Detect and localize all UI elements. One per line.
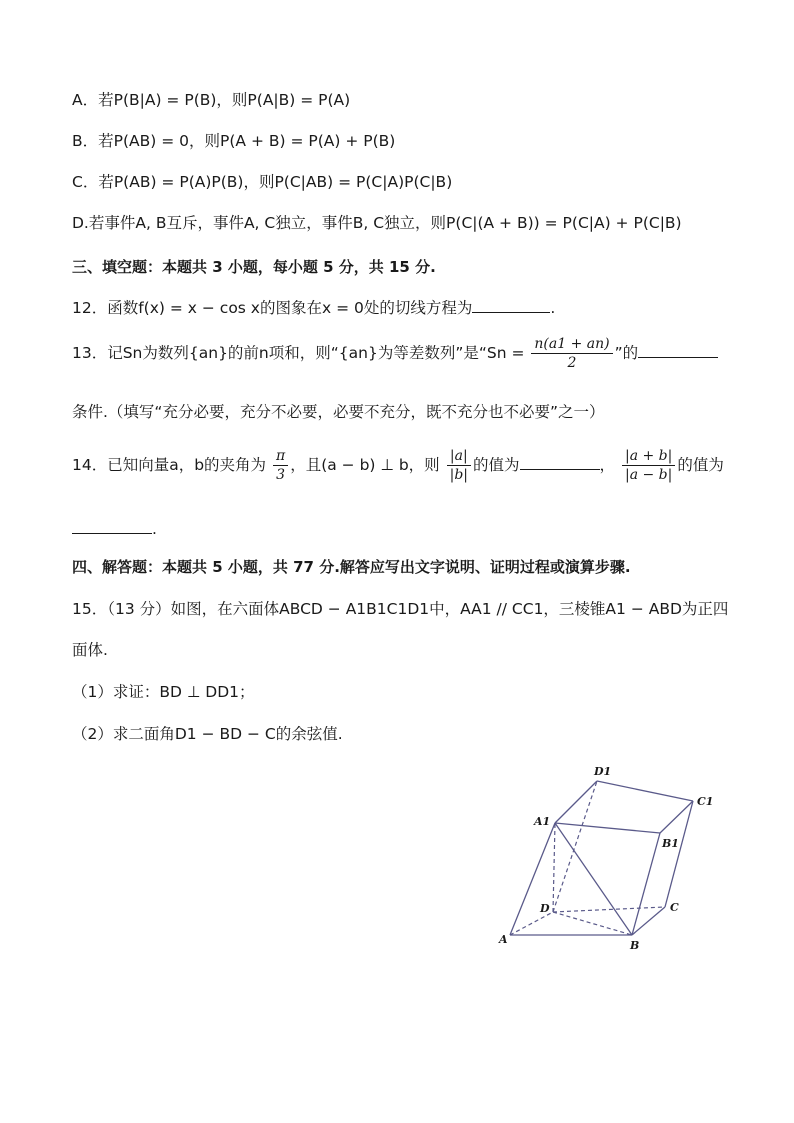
label-a1: A1 bbox=[534, 815, 551, 828]
fraction-numerator: π bbox=[273, 448, 288, 466]
question-12-end: . bbox=[550, 299, 556, 317]
question-12 bbox=[72, 296, 555, 318]
label-a: A bbox=[499, 933, 508, 946]
question-13-tail: ”的 bbox=[614, 344, 639, 362]
question-14-line-2 bbox=[72, 520, 157, 538]
question-14-end: . bbox=[152, 520, 157, 538]
question-14-ask-1: 的值为 bbox=[473, 456, 520, 474]
question-14-text: 14．已知向量a，b的夹角为 bbox=[72, 456, 267, 474]
option-a: A．若P(B|A) = P(B)，则P(A|B) = P(A) bbox=[72, 91, 351, 109]
question-15-part-2: （2）求二面角D1 − BD − C的余弦值. bbox=[72, 725, 343, 743]
fraction-numerator: |a| bbox=[447, 448, 471, 466]
edge-d1c1 bbox=[597, 781, 693, 801]
question-13-line-2: 条件.（填写“充分必要，充分不必要，必要不充分，既不充分也不必要”之一） bbox=[72, 403, 605, 421]
question-15-part-1: （1）求证：BD ⊥ DD1； bbox=[72, 683, 255, 701]
edge-ad-hidden bbox=[510, 912, 553, 935]
answer-blank bbox=[72, 533, 152, 534]
label-d1: D1 bbox=[594, 765, 612, 778]
question-15: 15．（13 分）如图，在六面体ABCD − A1B1C1D1中，AA1 // CC1，三棱锥A1 − ABD为正四 bbox=[72, 600, 729, 618]
edge-b1c1 bbox=[660, 801, 693, 833]
question-14-condition: ，且(a − b) ⊥ b，则 bbox=[290, 456, 440, 474]
edge-cc1 bbox=[665, 801, 693, 907]
fraction-numerator: |a + b| bbox=[622, 448, 675, 466]
edge-dc-hidden bbox=[553, 907, 665, 912]
label-c1: C1 bbox=[697, 795, 714, 808]
question-13-text: 13．记Sn为数列{an}的前n项和，则“{an}为等差数列”是“Sn = bbox=[72, 344, 525, 362]
question-13 bbox=[72, 336, 718, 371]
ratio-fraction-2 bbox=[622, 448, 675, 483]
edge-aa1 bbox=[510, 823, 555, 935]
edge-a1b bbox=[555, 823, 632, 935]
edge-bb1 bbox=[632, 833, 660, 935]
hexahedron-figure bbox=[490, 755, 740, 955]
answer-blank bbox=[520, 469, 600, 470]
section-4-heading: 四、解答题：本题共 5 小题，共 77 分.解答应写出文字说明、证明过程或演算步骤. bbox=[72, 558, 631, 576]
answer-blank bbox=[472, 312, 550, 313]
option-b: B．若P(AB) = 0，则P(A + B) = P(A) + P(B) bbox=[72, 132, 396, 150]
ratio-fraction-1 bbox=[447, 448, 471, 483]
label-c: C bbox=[670, 901, 679, 914]
option-d: D.若事件A, B互斥，事件A, C独立，事件B, C独立，则P(C|(A + B)) = P(C|A) + P(C|B) bbox=[72, 214, 682, 232]
answer-blank bbox=[638, 357, 718, 358]
question-15-line-2: 面体. bbox=[72, 641, 108, 659]
fraction-denominator: |a − b| bbox=[624, 467, 673, 483]
separator: ， bbox=[599, 456, 616, 474]
fraction-denominator: 3 bbox=[276, 467, 286, 483]
edge-bc bbox=[632, 907, 665, 935]
hidden-edges bbox=[510, 781, 665, 935]
figure-edges bbox=[510, 781, 693, 935]
question-14 bbox=[72, 448, 724, 483]
edge-dd1-hidden bbox=[553, 781, 597, 912]
label-d: D bbox=[540, 902, 550, 915]
label-b1: B1 bbox=[662, 837, 679, 850]
question-12-text: 12．函数f(x) = x − cos x的图象在x = 0处的切线方程为 bbox=[72, 299, 473, 317]
edge-db-hidden bbox=[553, 912, 632, 935]
sn-formula-fraction bbox=[531, 336, 612, 371]
fraction-numerator: n(a1 + an) bbox=[531, 336, 612, 354]
option-c: C．若P(AB) = P(A)P(B)，则P(C|AB) = P(C|A)P(C|B) bbox=[72, 173, 453, 191]
fraction-denominator: 2 bbox=[567, 355, 577, 371]
question-14-ask-2: 的值为 bbox=[677, 456, 724, 474]
edge-a1b1 bbox=[555, 823, 660, 833]
angle-fraction bbox=[273, 448, 288, 483]
fraction-denominator: |b| bbox=[449, 467, 469, 483]
label-b: B bbox=[630, 939, 640, 952]
edge-a1d1 bbox=[555, 781, 597, 823]
section-3-heading: 三、填空题：本题共 3 小题，每小题 5 分，共 15 分. bbox=[72, 258, 436, 276]
edge-da1-hidden bbox=[553, 823, 555, 912]
